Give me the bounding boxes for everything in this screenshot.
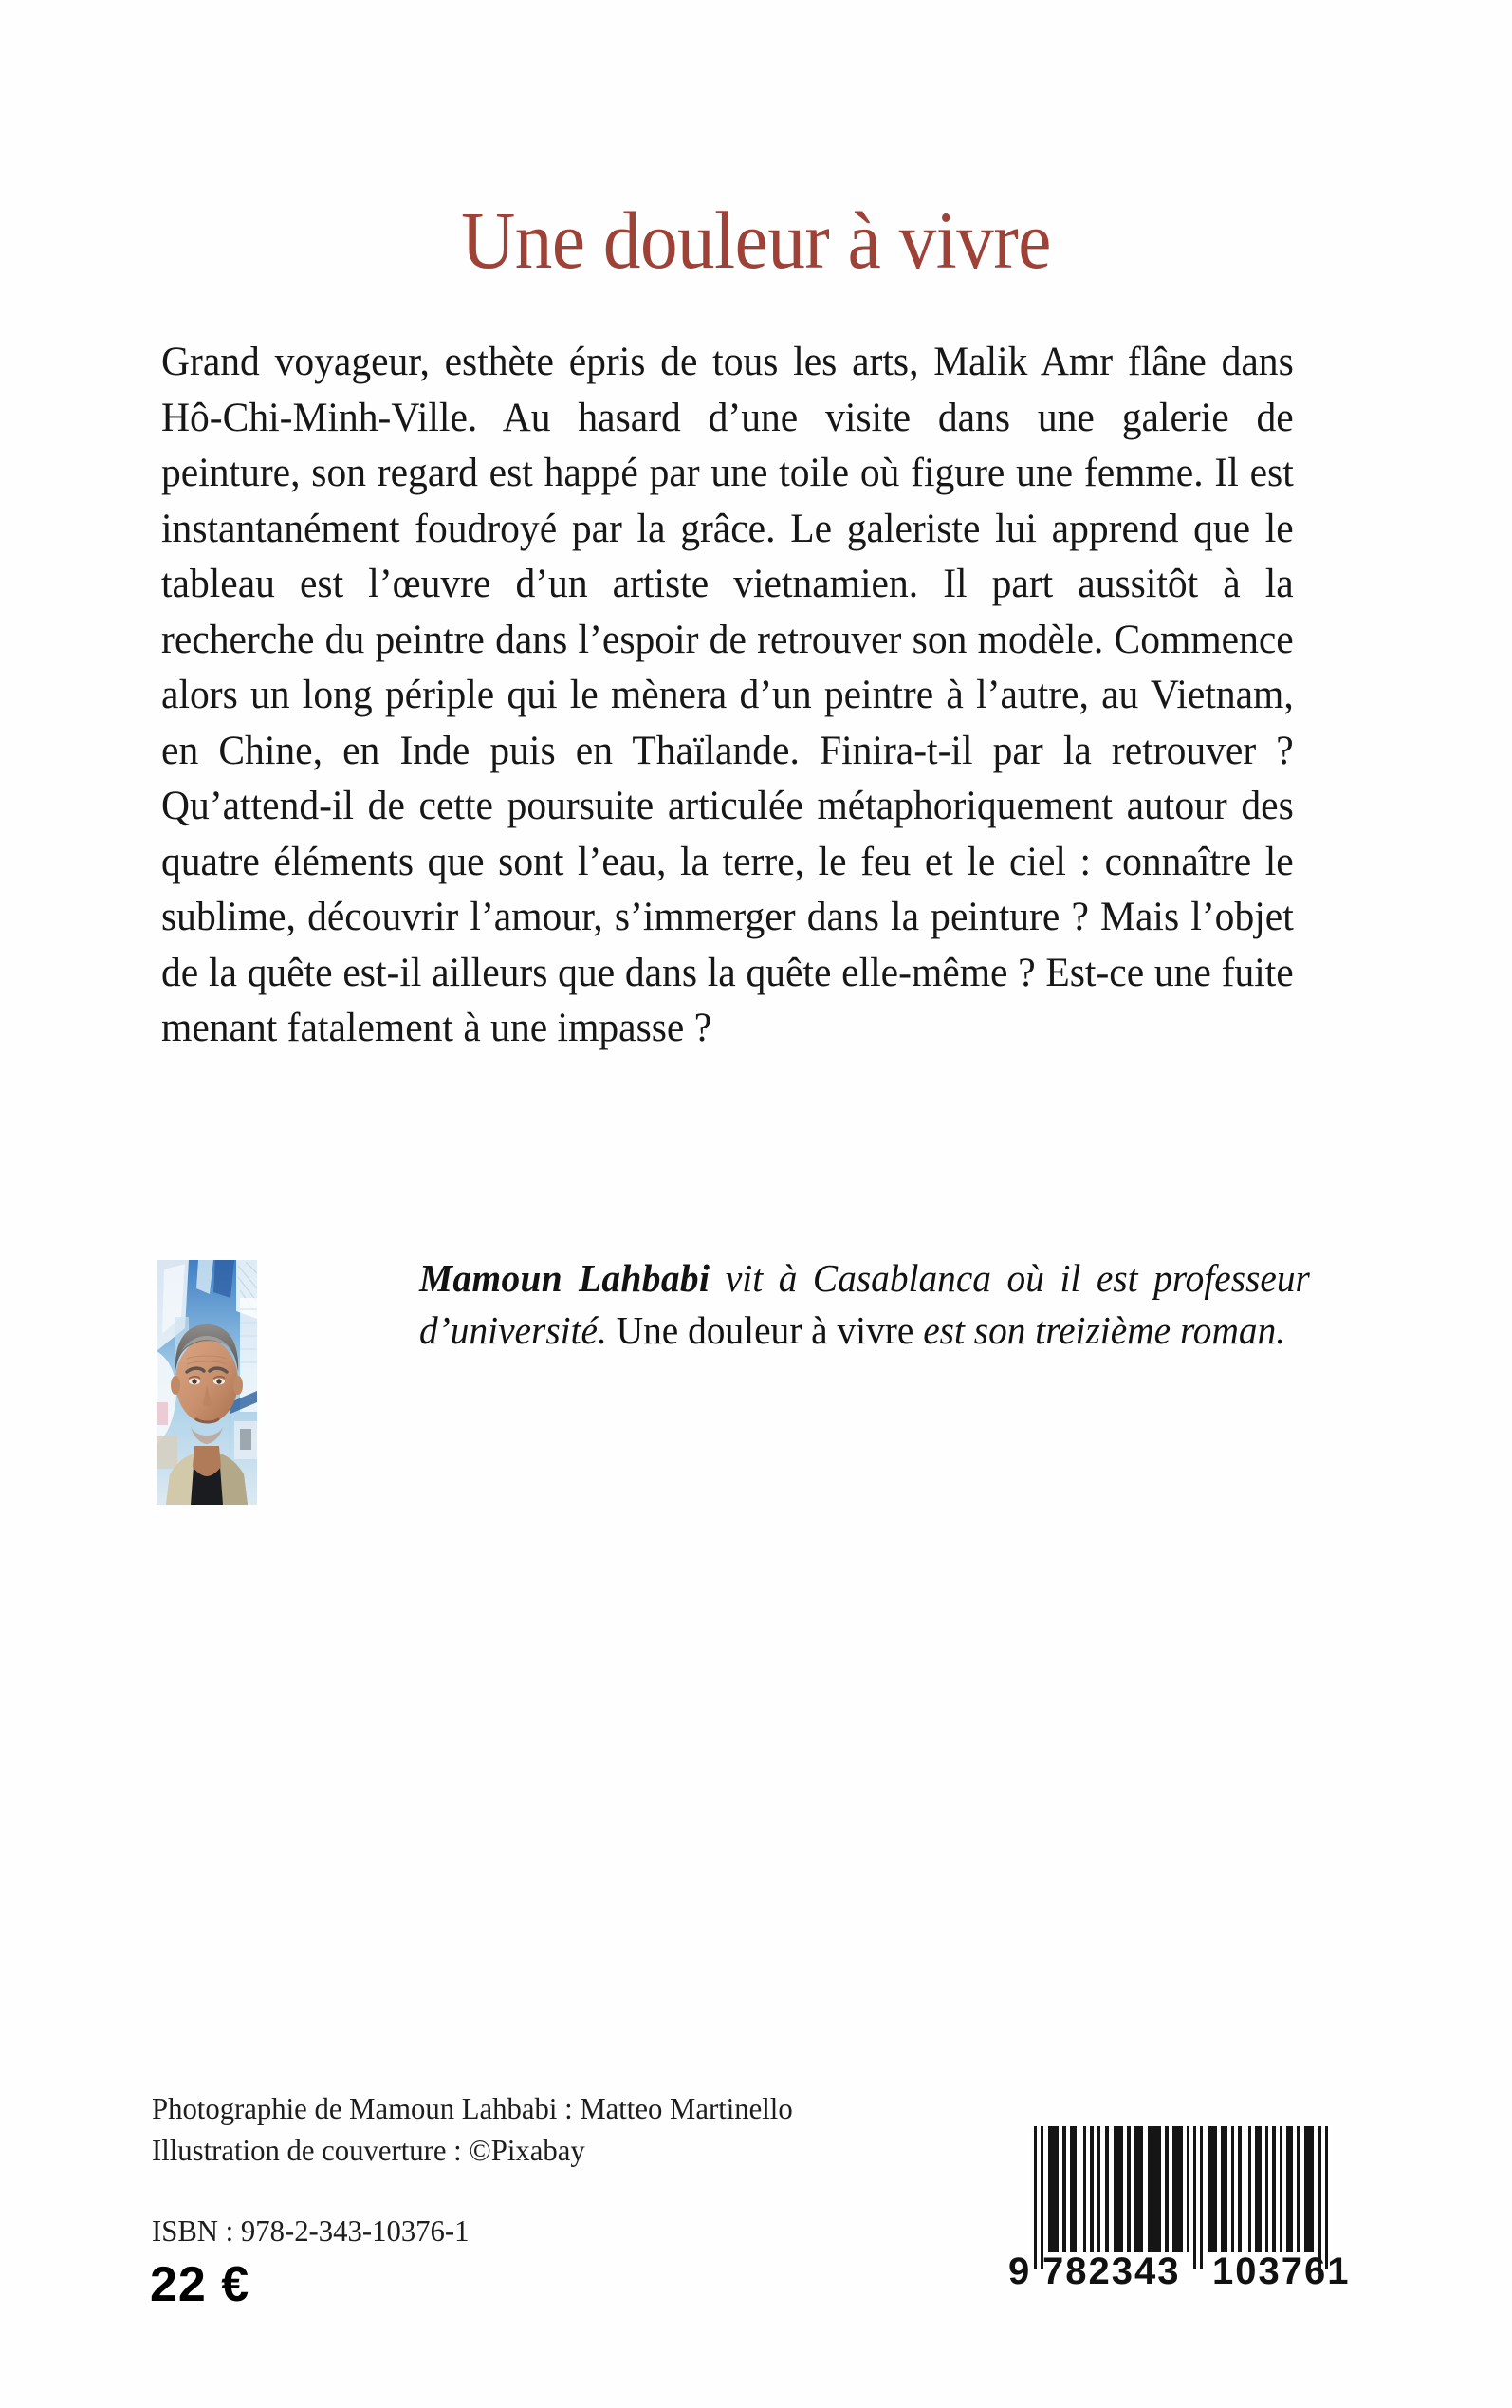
price-label: 22 € (150, 2257, 250, 2312)
isbn-label: ISBN : 978-2-343-10376-1 (152, 2214, 470, 2248)
barcode-digits (1008, 2251, 1350, 2290)
author-bio-work-title: Une douleur à vivre (616, 1308, 914, 1352)
photo-credit: Photographie de Mamoun Lahbabi : Matteo Martinello (152, 2091, 793, 2125)
author-bio-part1: vit à Casablanca où il est professeur d’université. (419, 1256, 1310, 1352)
author-bio-text (419, 1252, 1310, 1357)
author-name: Mamoun Lahbabi (419, 1256, 710, 1300)
isbn-barcode (1030, 2126, 1332, 2269)
page-title: Une douleur à vivre (461, 194, 1051, 286)
blurb-paragraph: Grand voyageur, esthète épris de tous les arts, Malik Amr flâne dans Hô-Chi-Minh-Ville. Au hasard d’une visite dans une galerie de peinture, son regard est happé par une toile où figure une femme. Il est instantanément foudroyé par la grâce. Le galeriste lui apprend que le tableau est l’œuvre d’un artiste vietnamien. Il part aussitôt à la recherche du peintre dans l’espoir de retrouver son modèle. Commence alors un long périple qui le mènera d’un peintre à l’autre, au Vietnam, en Chine, en Inde puis en Thaïlande. Finira-t-il par la retrouver ? Qu’attend-il de cette poursuite articulée métaphoriquement autour des quatre éléments que sont l’eau, la terre, le feu et le ciel : connaître le sublime, découvrir l’amour, s’immerger dans la peinture ? Mais l’objet de la quête est-il ailleurs que dans la quête elle-même ? Est-ce une fuite menant fatalement à une impasse ? (161, 339, 1294, 1050)
barcode-group-right: 103761 (1212, 2251, 1351, 2292)
cover-credit: Illustration de couverture : ©Pixabay (152, 2133, 585, 2167)
credits-block (152, 2087, 793, 2171)
book-blurb (161, 334, 1294, 1056)
author-photo (157, 1260, 257, 1505)
barcode-digit-first: 9 (1008, 2251, 1032, 2292)
barcode-group-left: 782343 (1042, 2251, 1181, 2292)
author-bio-part2: est son treizième roman. (913, 1308, 1286, 1352)
